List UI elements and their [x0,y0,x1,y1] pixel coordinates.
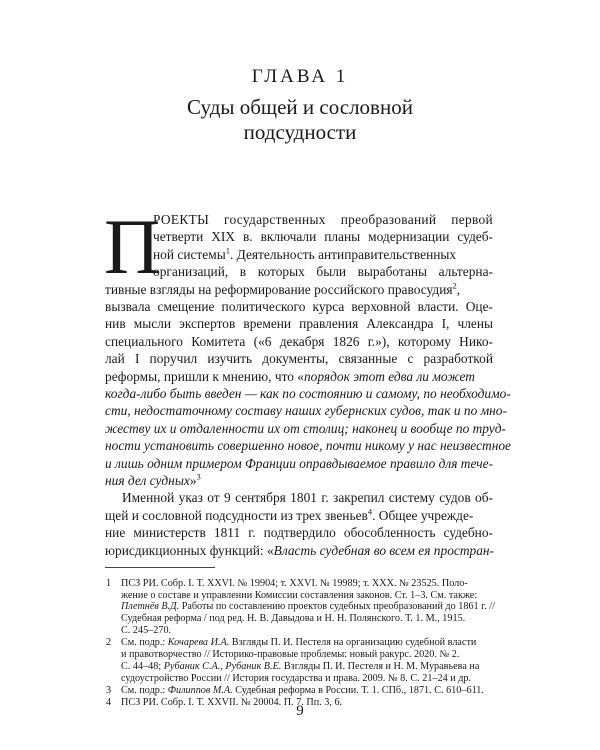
footnote-line: и правотворчество // Историко-правовые проблемы: новый ракурс. 2020. № 2. [121,649,460,660]
body-text: тивные взгляды на реформирование российского правосудия [105,281,453,297]
body-text: » [189,473,197,488]
footnote-number: 3 [106,684,112,696]
footnote-line: С. 245–270. [121,625,172,637]
author-name: Рубаник С.А., Рубаник В.Е. [163,660,282,672]
footnote-text: См. подр.: [121,637,168,649]
body-line: вызвала смещение политического курса верховной власти. Оце- [105,299,493,314]
body-text: . Деятельность антиправительственных [229,246,457,262]
quote-text: порядок этот едва ли может [303,368,475,384]
chapter-label: ГЛАВА 1 [251,66,349,87]
note-ref: 4 [367,506,373,517]
footnote-rule [105,567,215,568]
quote-line: и лишь одним примером Франции оправдываемое правило для тече- [105,455,494,471]
footnote-text: Взгляды П. И. Пестеля на организацию судебной власти [229,637,477,649]
body-line [105,282,460,298]
author-name: Плетнёв В.Д. [121,601,180,613]
footnote-line: ПСЗ РИ. Собр. I. Т. XXVI. № 19904; т. XXVI. № 19989; т. XXX. № 23525. Поло- [121,577,468,589]
chapter-title [0,95,600,145]
body-line [105,369,475,385]
footnote-number: 4 [106,696,112,708]
body-text: , [456,281,461,297]
note-ref: 3 [196,471,201,482]
quote-line: сти, недостаточному составу наших губернских судов, так и по мно- [105,403,507,419]
body-text: ной системы [153,246,226,262]
body-line: нив мысли экспертов времени правления Александра I, члены [105,316,493,332]
footnote-line: Судебная реформа / под ред. Н. В. Давыдова и Н. Н. Полянского. Т. 1. М., 1915. [121,613,466,625]
chapter-title-line: подсудности [243,120,357,144]
quote-text: Власть судебная во всем ея простран- [273,542,495,558]
footnote-text: Взгляды П. И. Пестеля и Н. М. Муравьева на [281,660,480,672]
body-line: РОЕКТЫ государственных преобразований первой [153,212,493,227]
footnote-text: Судебная реформа в России. Т. 1. СПб., 1871. С. 610–611. [232,684,484,696]
body-line [105,543,494,559]
body-line: специального Комитета («6 декабря 1826 г.»), которому Нико- [105,333,493,349]
body-line: ние министерств 1811 г. подтвердило обособленность судебно- [105,525,493,541]
body-line [105,508,473,524]
page-number: 9 [296,703,304,719]
footnote-line: ПСЗ РИ. Собр. I. Т. XXVII. № 20004. П. 7. Пп. 3, 6. [121,696,343,708]
body-line: четверти XIX в. включали планы модернизации судеб- [153,229,493,245]
footnote-line: жение о составе и управлении Комиссии составления законов. Ст. 1–3. См. также: [121,589,478,601]
body-line: организаций, в которых были выработаны альтерна- [153,264,493,280]
footnote-text: Работы по составлению проектов судебных преобразований до 1861 г. // [179,601,495,613]
body-line: Именной указ от 9 сентября 1801 г. закрепил систему судов об- [122,490,493,506]
footnote-line: судоустройство России // История государства и права. 2009. № 8. С. 21–24 и др. [121,672,472,684]
body-text: реформы, пришли к мнению, что « [105,368,304,384]
footnote-number: 2 [106,637,112,649]
author-name: Кочарева И.А. [167,637,230,649]
body-line: лай I поручил изучить документы, связанные с разработкой [105,351,493,367]
body-text: юрисдикционных функций: « [105,542,274,558]
note-ref: 1 [225,245,230,256]
body-line [105,473,201,489]
author-name: Филиппов М.А. [167,684,233,696]
quote-text: ния дел судных [105,473,190,488]
body-text: щей и сословной подсудности из трех звеньев [105,507,368,523]
quote-line: жеству их и отдаленности их от столиц; наконец и вообще по труд- [105,420,506,436]
quote-line: ности установить совершенно новое, почти никому у нас неизвестное [105,438,511,454]
chapter-title-line: Суды общей и сословной [187,95,413,119]
drop-cap: П [104,203,161,290]
body-line [153,247,456,263]
quote-line: когда-либо быть введен — как по состоянию и самому, по необходимо- [105,386,511,401]
body-text: . Общее учрежде- [372,507,474,523]
footnote-number: 1 [106,577,112,589]
footnote-text: См. подр.: [121,684,168,696]
note-ref: 2 [452,280,457,291]
footnote-text: С. 44–48; [121,660,164,672]
